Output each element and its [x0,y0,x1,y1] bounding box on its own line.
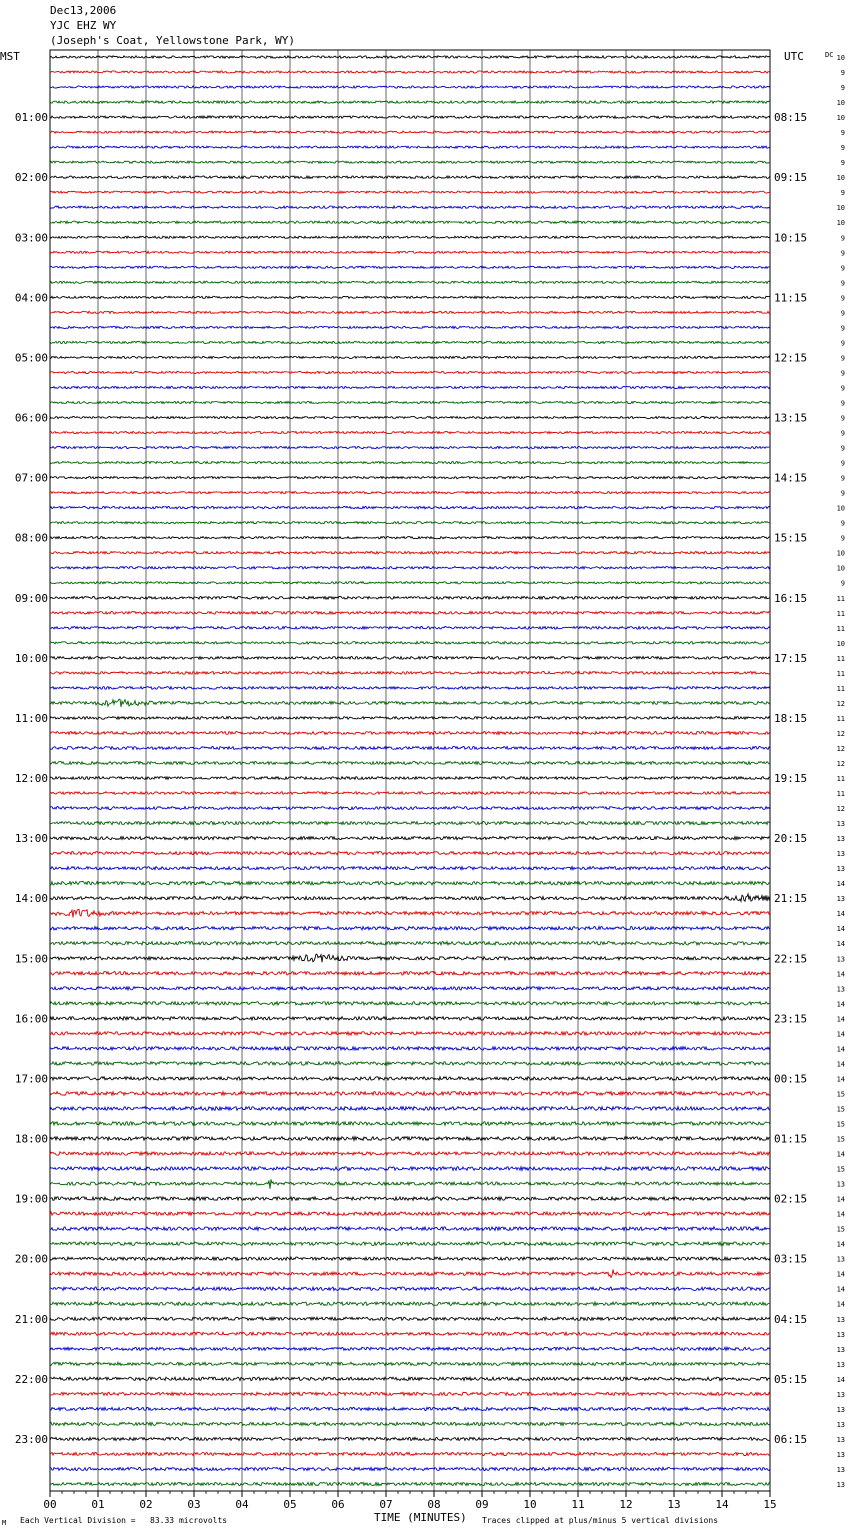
dc-offset-label: 11 [836,609,845,618]
mst-time-label: 07:00 [14,471,48,485]
dc-offset-label: 9 [840,444,845,453]
dc-offset-label: 9 [840,129,845,138]
seismic-trace [50,537,770,539]
mst-time-label: 22:00 [14,1372,48,1386]
seismic-trace [50,1287,770,1290]
x-tick-label: 09 [475,1498,489,1511]
utc-time-label: 00:15 [774,1072,808,1086]
dc-offset-label: 9 [840,189,845,198]
dc-offset-label: 11 [836,775,845,784]
dc-offset-label: 13 [836,1255,845,1264]
dc-offset-label: 9 [840,519,845,528]
seismic-trace [50,311,770,313]
mst-time-label: 08:00 [14,531,48,545]
dc-offset-label: 14 [836,1285,845,1294]
utc-time-label: 05:15 [774,1372,808,1386]
seismic-trace [50,416,770,418]
seismic-trace [50,401,770,403]
dc-offset-label: 14 [836,1150,845,1159]
dc-offset-label: 11 [836,684,845,693]
dc-offset-label: 10 [836,219,845,228]
utc-axis-label: UTC [784,50,804,63]
seismic-trace [50,657,770,660]
seismic-trace [50,522,770,524]
seismic-trace [50,1137,770,1141]
dc-offset-label: 15 [836,1135,845,1144]
seismic-trace [50,1269,770,1277]
dc-offset-label: 12 [836,744,845,753]
seismic-trace [50,101,770,103]
dc-offset-label: 13 [836,1405,845,1414]
dc-offset-label: 12 [836,699,845,708]
dc-offset-label: 11 [836,654,845,663]
seismic-trace [50,882,770,885]
dc-offset-label: 11 [836,624,845,633]
dc-offset-label: 13 [836,1390,845,1399]
seismic-trace [50,431,770,433]
seismic-trace [50,266,770,268]
seismic-trace [50,837,770,840]
footer-left-mark: M [2,1519,7,1527]
dc-offset-label: 13 [836,1481,845,1489]
utc-time-label: 17:15 [774,651,808,665]
dc-offset-label: 13 [836,1180,845,1189]
dc-offset-label: 13 [836,895,845,904]
dc-offset-label: 15 [836,1105,845,1114]
seismic-trace [50,86,770,88]
mst-time-label: 19:00 [14,1192,48,1206]
dc-offset-label: 9 [840,414,845,423]
seismic-trace [50,1032,770,1035]
seismic-trace [50,1212,770,1215]
x-tick-label: 15 [763,1498,777,1511]
seismic-trace [50,867,770,870]
dc-offset-label: 13 [836,1420,845,1429]
dc-offset-label: 9 [840,249,845,258]
seismic-trace [50,567,770,569]
mst-time-label: 12:00 [14,772,48,786]
seismic-trace [50,732,770,735]
utc-time-label: 11:15 [774,291,808,305]
dc-offset-label: 14 [836,910,845,919]
dc-offset-label: 14 [836,940,845,949]
x-tick-label: 14 [715,1498,729,1511]
seismic-trace [50,146,770,148]
scale-note: Each Vertical Division = 83.33 microvolts [20,1516,228,1525]
mst-time-label: 17:00 [14,1072,48,1086]
x-tick-label: 11 [571,1498,585,1511]
dc-offset-label: 9 [840,339,845,348]
dc-offset-label: 11 [836,790,845,799]
dc-offset-label: 14 [836,1195,845,1204]
utc-time-label: 10:15 [774,231,808,245]
mst-time-label: 01:00 [14,111,48,125]
seismic-trace [50,1437,770,1440]
seismic-trace [50,894,770,902]
x-tick-label: 01 [91,1498,105,1511]
seismic-trace [50,687,770,690]
seismic-trace [50,1422,770,1425]
dc-offset-label: 15 [836,1165,845,1174]
utc-time-label: 08:15 [774,111,808,125]
dc-offset-label: 13 [836,955,845,964]
seismic-trace [50,1152,770,1155]
seismic-trace [50,446,770,448]
seismic-trace [50,987,770,990]
dc-offset-label: 14 [836,1240,845,1249]
dc-offset-label: 10 [836,204,845,213]
seismic-trace [50,627,770,630]
utc-time-label: 04:15 [774,1312,808,1326]
dc-offset-label: 13 [836,850,845,859]
dc-offset-label: 10 [836,54,845,62]
mst-time-label: 23:00 [14,1432,48,1446]
x-tick-label: 08 [427,1498,441,1511]
dc-offset-label: 15 [836,1090,845,1099]
dc-offset-label: 9 [840,69,845,78]
dc-offset-label: 10 [836,174,845,183]
mst-time-label: 05:00 [14,351,48,365]
seismic-trace [50,927,770,930]
seismic-trace [50,1002,770,1005]
mst-time-label: 20:00 [14,1252,48,1266]
seismic-trace [50,1017,770,1020]
station-code: YJC EHZ WY [50,19,117,32]
station-date: Dec13,2006 [50,4,117,17]
dc-offset-label: 12 [836,729,845,738]
seismic-trace [50,1122,770,1126]
mst-time-label: 11:00 [14,711,48,725]
seismic-trace [50,281,770,283]
dc-offset-label: 9 [840,159,845,168]
seismic-trace [50,611,770,614]
dc-offset-label: 10 [836,504,845,513]
x-tick-label: 04 [235,1498,249,1511]
dc-offset-label: 14 [836,1300,845,1309]
mst-axis-label: MST [0,50,20,63]
utc-time-label: 06:15 [774,1432,808,1446]
seismic-trace [50,762,770,765]
seismic-trace [50,1107,770,1111]
dc-offset-label: 9 [840,144,845,153]
dc-offset-label: 13 [836,820,845,829]
mst-time-label: 18:00 [14,1132,48,1146]
dc-offset-label: 13 [836,985,845,994]
seismic-trace [50,582,770,584]
seismic-trace [50,1482,770,1485]
x-axis-title: TIME (MINUTES) [374,1511,467,1524]
dc-offset-label: 10 [836,564,845,573]
dc-offset-label: 13 [836,1345,845,1354]
seismic-trace [50,954,770,962]
x-tick-label: 07 [379,1498,393,1511]
mst-time-label: 03:00 [14,231,48,245]
seismic-trace [50,596,770,599]
seismic-trace [50,1047,770,1050]
dc-label: DC [825,51,834,59]
seismic-trace [50,386,770,388]
seismic-trace [50,206,770,208]
seismic-trace [50,1167,770,1171]
utc-time-label: 16:15 [774,591,808,605]
seismic-trace [50,56,770,58]
dc-offset-label: 9 [840,294,845,303]
dc-offset-label: 9 [840,354,845,363]
seismic-trace [50,822,770,825]
seismic-trace [50,717,770,720]
dc-offset-label: 9 [840,264,845,273]
x-tick-label: 03 [187,1498,201,1511]
seismic-trace [50,1242,770,1245]
dc-offset-label: 10 [836,549,845,558]
dc-offset-label: 14 [836,1000,845,1009]
seismic-trace [50,191,770,193]
seismic-trace [50,1062,770,1065]
seismic-trace [50,1332,770,1335]
utc-time-label: 22:15 [774,952,808,966]
dc-offset-label: 9 [840,474,845,483]
dc-offset-label: 13 [836,1465,845,1474]
seismic-trace [50,1257,770,1260]
seismic-trace [50,236,770,238]
dc-offset-label: 14 [836,970,845,979]
seismic-trace [50,462,770,464]
dc-offset-label: 9 [840,459,845,468]
seismic-trace [50,642,770,644]
dc-offset-label: 14 [836,1210,845,1219]
mst-time-label: 06:00 [14,411,48,425]
dc-offset-label: 11 [836,669,845,678]
dc-offset-label: 9 [840,279,845,288]
dc-offset-label: 9 [840,384,845,393]
x-tick-label: 06 [331,1498,345,1511]
seismic-trace [50,852,770,855]
dc-offset-label: 10 [836,99,845,108]
x-tick-label: 10 [523,1498,537,1511]
utc-time-label: 14:15 [774,471,808,485]
seismic-trace [50,221,770,224]
x-tick-label: 12 [619,1498,633,1511]
seismic-trace [50,1317,770,1320]
seismic-trace [50,747,770,750]
seismic-trace [50,131,770,133]
seismic-trace [50,1362,770,1365]
seismic-trace [50,1077,770,1080]
utc-time-label: 20:15 [774,832,808,846]
dc-offset-label: 13 [836,1435,845,1444]
seismic-trace [50,1302,770,1305]
seismic-trace [50,909,770,917]
seismic-trace [50,1377,770,1380]
dc-offset-label: 9 [840,324,845,333]
dc-offset-label: 14 [836,1375,845,1384]
seismic-trace [50,371,770,373]
utc-time-label: 12:15 [774,351,808,365]
seismic-trace [50,477,770,479]
dc-offset-label: 11 [836,594,845,603]
seismic-trace [50,296,770,298]
seismic-trace [50,1197,770,1200]
seismic-trace [50,161,770,163]
seismic-trace [50,1452,770,1455]
seismic-trace [50,326,770,328]
utc-time-label: 21:15 [774,892,808,906]
mst-time-label: 10:00 [14,651,48,665]
dc-offset-label: 14 [836,1060,845,1069]
dc-offset-label: 9 [840,309,845,318]
seismic-trace [50,1392,770,1395]
mst-time-label: 16:00 [14,1012,48,1026]
dc-offset-label: 9 [840,234,845,243]
mst-time-label: 21:00 [14,1312,48,1326]
dc-offset-label: 12 [836,759,845,768]
utc-time-label: 19:15 [774,772,808,786]
utc-time-label: 15:15 [774,531,808,545]
dc-offset-label: 12 [836,805,845,814]
dc-offset-label: 13 [836,835,845,844]
dc-offset-label: 9 [840,399,845,408]
dc-offset-label: 14 [836,1015,845,1024]
dc-offset-label: 13 [836,1330,845,1339]
x-tick-label: 02 [139,1498,153,1511]
seismic-trace [50,672,770,675]
seismic-trace [50,792,770,795]
dc-offset-label: 14 [836,1045,845,1054]
clip-note: Traces clipped at plus/minus 5 vertical divisions [482,1516,719,1525]
dc-offset-label: 14 [836,1075,845,1084]
seismic-trace [50,942,770,945]
seismic-trace [50,807,770,810]
utc-time-label: 09:15 [774,171,808,185]
seismic-trace [50,341,770,343]
seismic-trace [50,777,770,780]
dc-offset-label: 15 [836,1120,845,1129]
dc-offset-label: 13 [836,865,845,874]
dc-offset-label: 9 [840,579,845,588]
mst-time-label: 09:00 [14,591,48,605]
station-location: (Joseph's Coat, Yellowstone Park, WY) [50,34,296,47]
dc-offset-label: 13 [836,1450,845,1459]
seismic-trace [50,1347,770,1350]
utc-time-label: 01:15 [774,1132,808,1146]
mst-time-label: 14:00 [14,892,48,906]
seismic-trace [50,1227,770,1231]
dc-offset-label: 9 [840,429,845,438]
mst-time-label: 04:00 [14,291,48,305]
dc-offset-label: 14 [836,1270,845,1279]
dc-offset-label: 10 [836,639,845,648]
utc-time-label: 18:15 [774,711,808,725]
dc-offset-label: 11 [836,714,845,723]
dc-offset-label: 14 [836,1030,845,1039]
utc-time-label: 23:15 [774,1012,808,1026]
dc-offset-label: 9 [840,84,845,93]
x-tick-label: 13 [667,1498,681,1511]
seismic-trace [50,356,770,358]
utc-time-label: 02:15 [774,1192,808,1206]
dc-offset-label: 10 [836,114,845,123]
seismic-trace [50,116,770,118]
seismic-trace [50,972,770,975]
seismic-trace [50,699,770,707]
seismic-trace [50,1179,770,1188]
seismic-trace [50,506,770,508]
dc-offset-label: 9 [840,534,845,543]
mst-time-label: 13:00 [14,832,48,846]
utc-time-label: 13:15 [774,411,808,425]
dc-offset-label: 13 [836,1315,845,1324]
seismic-trace [50,552,770,554]
dc-offset-label: 14 [836,925,845,934]
dc-offset-label: 15 [836,1225,845,1234]
seismic-trace [50,1092,770,1096]
seismic-trace [50,71,770,73]
x-tick-label: 05 [283,1498,297,1511]
x-tick-label: 00 [43,1498,57,1511]
dc-offset-label: 9 [840,489,845,498]
mst-time-label: 02:00 [14,171,48,185]
dc-offset-label: 14 [836,880,845,889]
seismic-trace [50,1407,770,1410]
utc-time-label: 03:15 [774,1252,808,1266]
seismic-trace [50,1467,770,1470]
seismic-trace [50,176,770,178]
seismic-trace [50,492,770,494]
mst-time-label: 15:00 [14,952,48,966]
dc-offset-label: 9 [840,369,845,378]
dc-offset-label: 13 [836,1360,845,1369]
seismic-trace [50,251,770,253]
